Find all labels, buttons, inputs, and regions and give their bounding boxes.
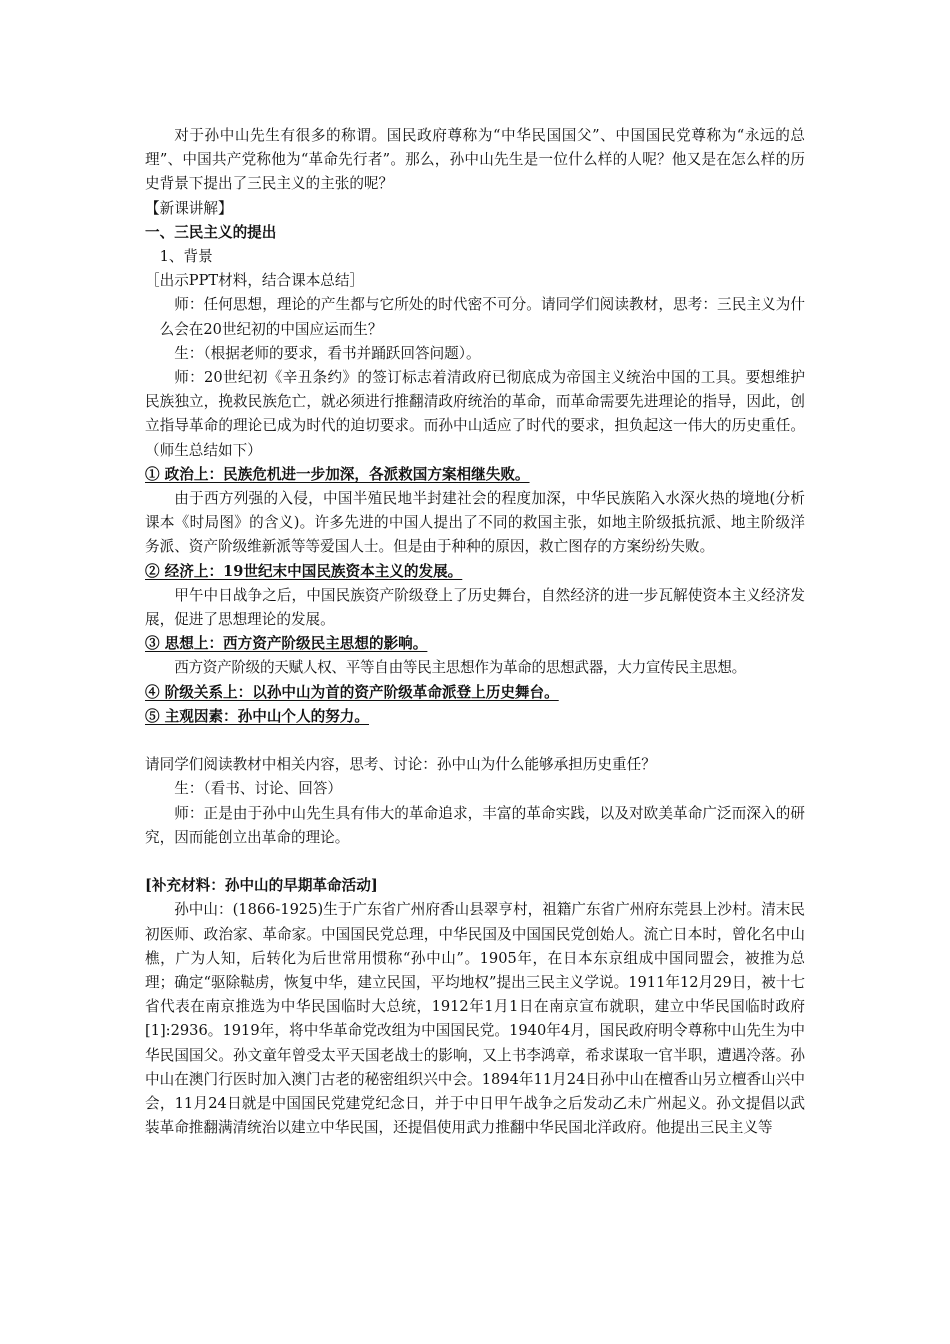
spacer xyxy=(145,850,805,874)
spacer xyxy=(145,729,805,753)
teacher-answer-2: 师：正是由于孙中山先生具有伟大的革命追求，丰富的革命实践，以及对欧美革命广泛而深入的研究，因而能创立出革命的理论。 xyxy=(145,804,805,846)
point-4-label: ④ 阶级关系上：以孙中山为首的资产阶级革命派登上历史舞台。 xyxy=(145,683,559,701)
student-answer-2: 生：（看书、讨论、回答） xyxy=(174,780,343,798)
point-1-label: ① 政治上：民族危机进一步加深，各派救国方案相继失败。 xyxy=(145,465,530,483)
section-label: 【新课讲解】 xyxy=(145,199,233,217)
point-3-text: 西方资产阶级的天赋人权、平等自由等民主思想作为革命的思想武器，大力宣传民主思想。 xyxy=(174,659,746,677)
point-1-heading xyxy=(145,463,805,487)
supplement-text: 孙中山：(1866-1925)生于广东省广州府香山县翠亨村，祖籍广东省广州府东莞县上沙村。清末民初医师、政治家、革命家。中国国民党总理，中华民国及中国国民党创始人。流亡日本时，曾化名中山樵，广为人知，后转化为后世常用惯称“孙中山”。1905年，在日本东京组成中国同盟会，被推为总理；确定“驱除鞑虏，恢复中华，建立民国，平均地权”提出三民主义学说。1911年12月29日，被十七省代表在南京推选为中华民国临时大总统，1912年1月1日在南京宣布就职，建立中华民国临时政府[1]:2936。1919年，将中华革命党改组为中国国民党。1940年4月，国民政府明令尊称中山先生为中华民国国父。孙文童年曾受太平天国老战士的影响，又上书李鸿章，希求谋取一官半职，遭遇冷落。孙中山在澳门行医时加入澳门古老的秘密组织兴中会。1894年11月24日孙中山在檀香山另立檀香山兴中会，11月24日就是中国国民党建党纪念日，并于中日甲午战争之后发动乙未广州起义。孙文提倡以武装革命推翻满清统治以建立中华民国，还提倡使用武力推翻中华民国北洋政府。他提出三民主义等 xyxy=(145,901,805,1137)
supplement-title: [补充材料：孙中山的早期革命活动] xyxy=(145,877,378,895)
point-1-text: 由于西方列强的入侵，中国半殖民地半封建社会的程度加深，中华民族陷入水深火热的境地(分析课本《时局图》的含义)。许多先进的中国人提出了不同的救国主张，如地主阶级抵抗派、地主阶级洋务派、资产阶级维新派等等爱国人士。但是由于种种的原因，救亡图存的方案纷纷失败。 xyxy=(145,490,805,556)
point-2-text: 甲午中日战争之后，中国民族资产阶级登上了历史舞台，自然经济的进一步瓦解使资本主义经济发展，促进了思想理论的发展。 xyxy=(145,586,805,629)
point-4-heading xyxy=(145,681,805,705)
point-5-label: ⑤ 主观因素：孙中山个人的努力。 xyxy=(145,707,369,725)
point-5-heading xyxy=(145,705,805,729)
teacher-answer-1: 师：20世纪初《辛丑条约》的签订标志着清政府已彻底成为帝国主义统治中国的工具。要想维护民族独立，挽救民族危亡，就必须进行推翻清政府统治的革命，而革命需要先进理论的指导，因此，创立指导革命的理论已成为时代的迫切要求。而孙中山适应了时代的要求，担负起这一伟大的历史重任。（师生总结如下） xyxy=(145,369,805,459)
subheading-background: 1、背景 xyxy=(159,248,213,266)
point-3-heading xyxy=(145,632,805,656)
point-2-heading xyxy=(145,560,805,584)
student-answer-1: 生：（根据老师的要求，看书并踊跃回答问题）。 xyxy=(174,344,481,362)
document-page xyxy=(145,124,805,1141)
teacher-question-1: 师：任何思想，理论的产生都与它所处的时代密不可分。请同学们阅读教材，思考：三民主义为什么会在20世纪初的中国应运而生？ xyxy=(159,296,805,338)
discussion-question: 请同学们阅读教材中相关内容，思考、讨论：孙中山为什么能够承担历史重任？ xyxy=(145,756,656,774)
intro-paragraph: 对于孙中山先生有很多的称谓。国民政府尊称为“中华民国国父”、中国国民党尊称为“永远的总理”、中国共产党称他为“革命先行者”。那么，孙中山先生是一位什么样的人呢？他又是在怎么样的历史背景下提出了三民主义的主张的呢？ xyxy=(145,127,805,193)
point-2-label: ② 经济上：19世纪末中国民族资本主义的发展。 xyxy=(145,562,463,580)
note-ppt: ［出示PPT材料，结合课本总结］ xyxy=(145,272,365,290)
heading-1: 一、三民主义的提出 xyxy=(145,223,277,241)
point-3-label: ③ 思想上：西方资产阶级民主思想的影响。 xyxy=(145,635,428,653)
